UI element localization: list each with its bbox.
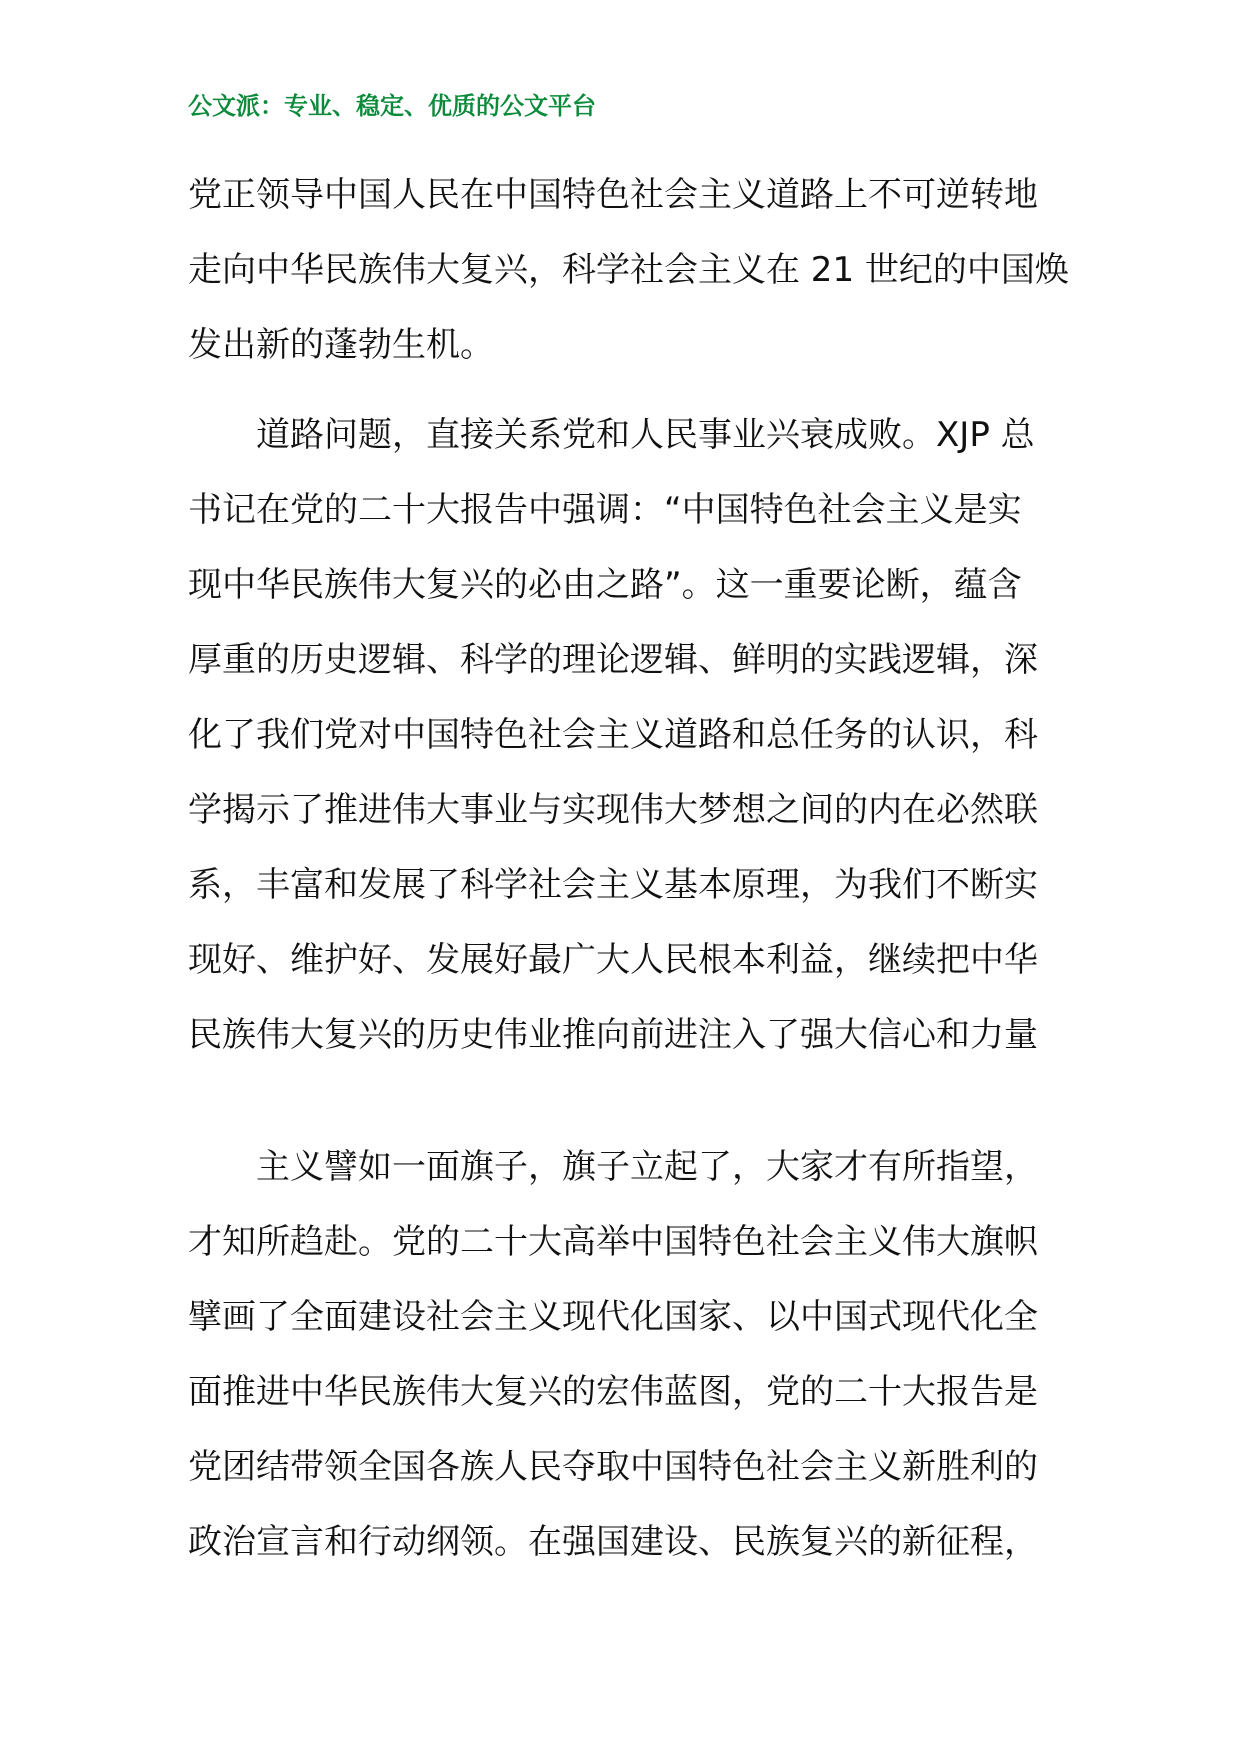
text-line: 党正领导中国人民在中国特色社会主义道路上不可逆转地 — [188, 175, 1038, 215]
text-line: 走向中华民族伟大复兴，科学社会主义在 21 世纪的中国焕 — [188, 250, 1069, 290]
paragraph-2 — [188, 398, 1050, 1073]
text-line: 厚重的历史逻辑、科学的理论逻辑、鲜明的实践逻辑，深 — [188, 640, 1038, 680]
text-line: 道路问题，直接关系党和人民事业兴衰成败。XJP 总 — [188, 415, 1035, 455]
paragraph-1 — [188, 158, 1069, 383]
text-line: 化了我们党对中国特色社会主义道路和总任务的认识，科 — [188, 715, 1038, 755]
text-line: 才知所趋赴。党的二十大高举中国特色社会主义伟大旗帜 — [188, 1222, 1038, 1262]
text-line: 民族伟大复兴的历史伟业推向前进注入了强大信心和力量 — [188, 1015, 1038, 1055]
text-line: 面推进中华民族伟大复兴的宏伟蓝图，党的二十大报告是 — [188, 1372, 1038, 1412]
text-line: 现好、维护好、发展好最广大人民根本利益，继续把中华 — [188, 940, 1038, 980]
text-line: 发出新的蓬勃生机。 — [188, 325, 494, 365]
text-line: 书记在党的二十大报告中强调：“中国特色社会主义是实 — [188, 490, 1022, 530]
page-header: 公文派：专业、稳定、优质的公文平台 — [188, 92, 596, 120]
text-line: 学揭示了推进伟大事业与实现伟大梦想之间的内在必然联 — [188, 790, 1038, 830]
paragraph-3 — [188, 1130, 1050, 1580]
text-line: 擘画了全面建设社会主义现代化国家、以中国式现代化全 — [188, 1297, 1038, 1337]
text-line: 系，丰富和发展了科学社会主义基本原理，为我们不断实 — [188, 865, 1038, 905]
text-line: 政治宣言和行动纲领。在强国建设、民族复兴的新征程， — [188, 1522, 1038, 1562]
text-line: 现中华民族伟大复兴的必由之路”。这一重要论断，蕴含 — [188, 565, 1022, 605]
text-line: 党团结带领全国各族人民夺取中国特色社会主义新胜利的 — [188, 1447, 1038, 1487]
text-line: 主义譬如一面旗子，旗子立起了，大家才有所指望， — [188, 1147, 1038, 1187]
